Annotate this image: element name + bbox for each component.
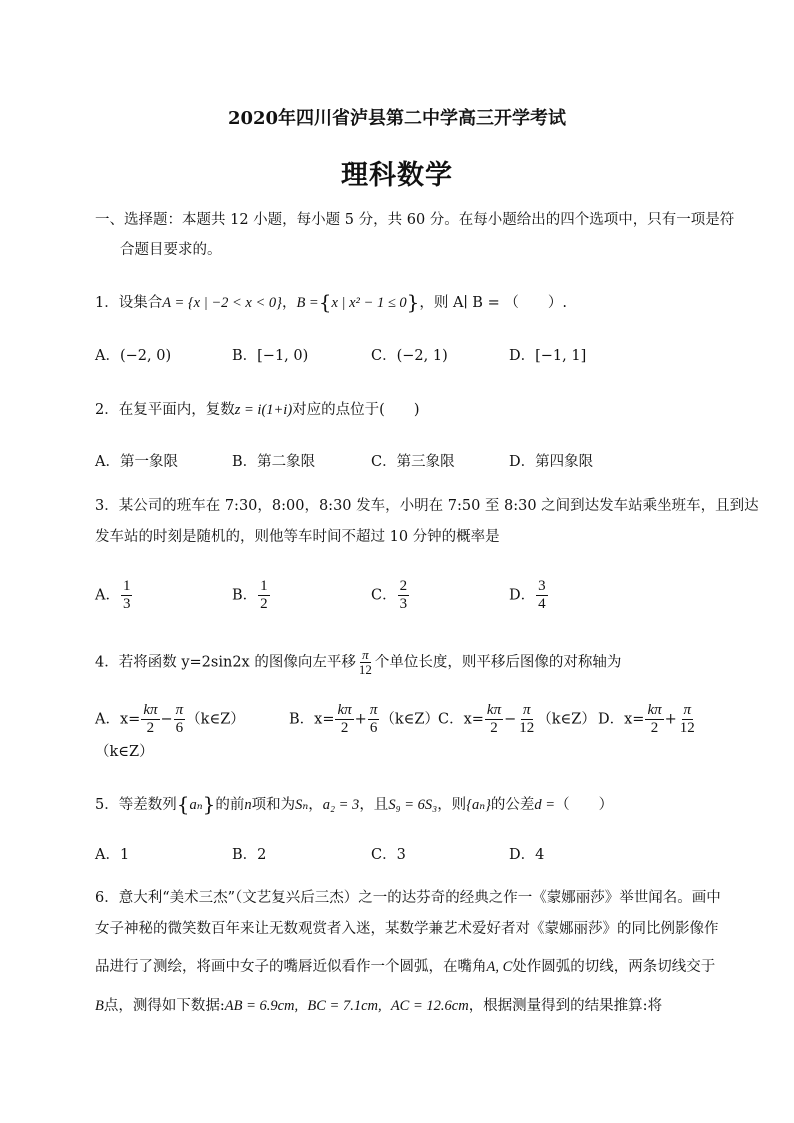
q3-option-d-fraction: $\frac{3}{4}$ [538, 578, 546, 612]
q5-text-3: 项和为 [251, 797, 296, 813]
q4-option-b-frac-2: $\frac{\pi}{6}$ [369, 702, 378, 736]
q4-option-c-tail: （k∈Z） [537, 711, 596, 728]
q1-option-c[interactable]: C．(−2, 1) [371, 348, 448, 364]
q1-option-b[interactable]: B．[−1, 0) [232, 348, 309, 364]
q4-shift-fraction: $\frac{\pi}{12}$ [358, 647, 372, 677]
q5-text-4: ， [308, 797, 323, 813]
section-heading-text: 一、选择题：本题共 12 小题，每小题 5 分，共 60 分。在每小题给出的四个选项中，只有一项是符 [95, 212, 735, 228]
q4-option-b-label: B．x= [289, 711, 335, 728]
q5-seq-2: {aₙ} [466, 797, 491, 813]
q4-option-b-frac-1: $\frac{k\pi}{2}$ [337, 702, 352, 736]
q4-option-c-label: C．x= [438, 711, 484, 728]
question-3-line-2: 发车站的时刻是随机的，则他等车时间不超过 10 分钟的概率是 [95, 529, 500, 545]
q5-option-a[interactable]: A．1 [95, 847, 130, 863]
q3-option-b-fraction: $\frac{1}{2}$ [260, 578, 268, 612]
q2-suffix: 对应的点位于( ) [292, 402, 420, 418]
question-6-line-4 [95, 996, 662, 1016]
q3-option-c-label: C． [371, 587, 397, 604]
q4-option-a-op: − [160, 711, 173, 728]
question-3-line-1: 3．某公司的班车在 7:30，8:00，8:30 发车，小明在 7:50 至 8:30 之间到达发车站乘坐班车，且到达 [95, 498, 759, 514]
q4-option-c-frac-2: $\frac{\pi}{12}$ [519, 702, 535, 736]
q5-seq: aₙ [189, 797, 203, 813]
q3-option-d-label: D． [509, 587, 536, 604]
q2-option-b[interactable]: B．第二象限 [232, 454, 316, 470]
exam-title: 2020年四川省泸县第二中学高三开学考试 [227, 108, 567, 129]
q4-suffix: 个单位长度，则平移后图像的对称轴为 [374, 654, 622, 671]
q3-option-c-fraction: $\frac{2}{3}$ [399, 578, 408, 612]
q2-option-a[interactable]: A．第一象限 [95, 454, 178, 470]
left-brace-icon: { [176, 792, 190, 816]
q4-option-c-frac-1: $\frac{k\pi}{2}$ [486, 702, 502, 736]
q6-line4-post: ，根据测量得到的结果推算:将 [468, 998, 663, 1014]
q1-set-a: A = {x | −2 < x < 0} [162, 295, 282, 311]
q4-option-d-tail: （k∈Z） [95, 744, 154, 760]
q5-option-c[interactable]: C．3 [371, 847, 406, 863]
q5-text-5: ，且 [359, 797, 389, 813]
q6-ac: AC = 12.6cm [390, 998, 469, 1014]
q5-text-8: （ ） [555, 797, 614, 813]
q5-sn: Sₙ [295, 797, 309, 813]
question-5 [95, 794, 613, 815]
q2-option-c[interactable]: C．第三象限 [371, 454, 455, 470]
q3-option-b-label: B． [232, 587, 258, 604]
q4-option-a-tail: （k∈Z） [186, 711, 245, 728]
q4-option-d-frac-1: $\frac{k\pi}{2}$ [647, 702, 662, 736]
q2-expression: z = i(1+i) [234, 402, 293, 418]
q1-option-d[interactable]: D．[−1, 1] [509, 348, 587, 364]
q1-tail: ，则 A∣ B = （ ）. [419, 295, 567, 311]
q4-option-d-label: D．x= [598, 711, 645, 728]
q4-option-c-op: − [504, 711, 517, 728]
q4-option-d-frac-2: $\frac{\pi}{12}$ [679, 702, 695, 736]
section-heading [95, 210, 734, 230]
q4-option-c[interactable] [438, 702, 596, 737]
subject-title: 理科数学 [341, 160, 453, 191]
q3-option-a-fraction: $\frac{1}{3}$ [122, 578, 131, 612]
q3-option-c[interactable] [371, 578, 410, 613]
q5-text-7: 的公差 [490, 797, 535, 813]
q4-prefix: 4．若将函数 y=2sin2x 的图像向左平移 [95, 654, 356, 671]
q1-set-b-prefix: B = [296, 295, 319, 311]
q1-comma: ， [281, 295, 297, 311]
q6-point-b: B [95, 998, 104, 1014]
q4-option-a-label: A．x= [95, 711, 141, 728]
q3-option-a[interactable] [95, 578, 133, 613]
q4-option-a[interactable] [95, 702, 245, 737]
q5-text-1: 5．等差数列 [95, 797, 177, 813]
question-2 [95, 400, 420, 420]
q4-option-b[interactable] [289, 702, 439, 737]
question-6-line-2: 女子神秘的微笑数百年来让无数观赏者入迷，某数学兼艺术爱好者对《蒙娜丽莎》的同比例影像作 [95, 921, 719, 937]
q2-prefix: 2．在复平面内，复数 [95, 402, 235, 418]
right-brace-icon: } [202, 792, 216, 816]
q6-line3-pre: 品进行了测绘，将画中女子的嘴唇近似看作一个圆弧，在嘴角 [95, 959, 487, 975]
question-6-line-3 [95, 957, 715, 977]
q5-text-2: 的前 [215, 797, 245, 813]
q6-line4-mid: 点，测得如下数据: [103, 998, 225, 1014]
q5-text-6: ，则 [437, 797, 467, 813]
right-brace-icon: } [406, 290, 420, 314]
q5-condition: S₉ = 6S₃ [388, 797, 438, 813]
q5-d: d = [534, 797, 556, 813]
q6-bc: BC = 7.1cm, [307, 998, 382, 1014]
q5-n: n [244, 797, 252, 813]
question-6-line-1: 6．意大利“美术三杰”（文艺复兴后三杰）之一的达芬奇的经典之作一《蒙娜丽莎》举世闻名。画中 [95, 890, 721, 906]
q4-option-a-frac-2: $\frac{\pi}{6}$ [175, 702, 184, 736]
q3-option-a-label: A． [95, 587, 120, 604]
q4-option-d-op: + [664, 711, 677, 728]
q1-set-b-body: x | x² − 1 ≤ 0 [331, 295, 407, 311]
section-heading-text-2: 合题目要求的。 [120, 242, 222, 258]
q1-prefix: 1．设集合 [95, 295, 163, 311]
left-brace-icon: { [318, 290, 332, 314]
section-heading-cont [120, 240, 222, 260]
q5-option-d[interactable]: D．4 [509, 847, 545, 863]
q4-option-d[interactable] [598, 702, 698, 737]
q4-option-a-frac-1: $\frac{k\pi}{2}$ [143, 702, 158, 736]
q5-option-b[interactable]: B．2 [232, 847, 267, 863]
q4-option-b-tail: （k∈Z） [380, 711, 439, 728]
question-4 [95, 648, 621, 677]
q3-option-d[interactable] [509, 578, 549, 613]
q2-option-d[interactable]: D．第四象限 [509, 454, 594, 470]
q5-a2: a₂ = 3 [322, 797, 360, 813]
q1-option-a[interactable]: A．(−2, 0) [95, 348, 172, 364]
q6-ab: AB = 6.9cm, [224, 998, 299, 1014]
q4-option-b-op: + [354, 711, 367, 728]
q6-line3-post: 处作圆弧的切线，两条切线交于 [512, 959, 716, 975]
question-1 [95, 292, 567, 313]
q3-option-b[interactable] [232, 578, 271, 613]
q6-points-ac: A, C [486, 959, 513, 975]
